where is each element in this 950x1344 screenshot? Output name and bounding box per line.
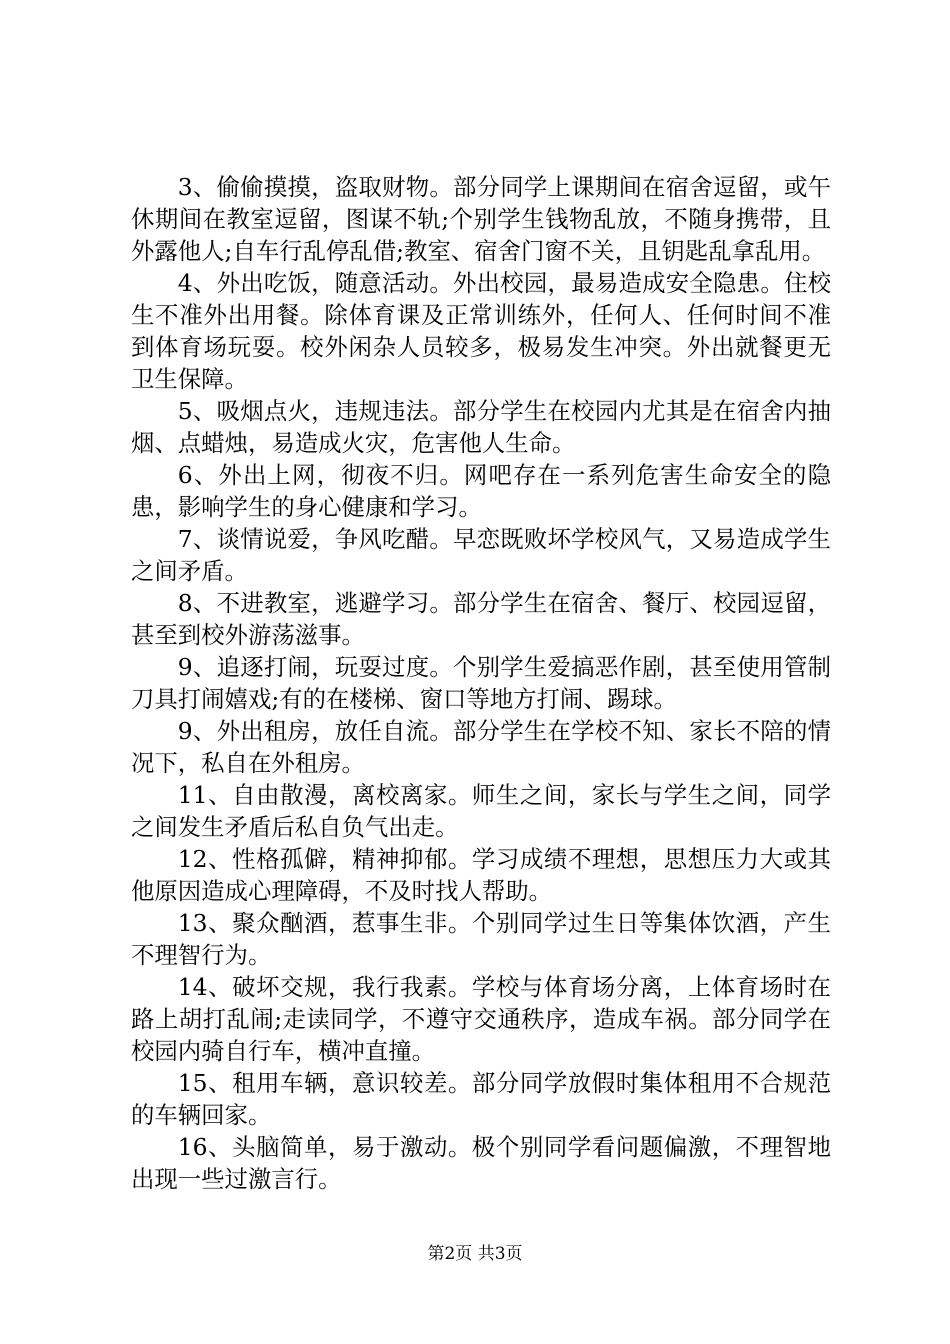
document-body — [131, 171, 831, 1195]
paragraph-item-11: 11、自由散漫，离校离家。师生之间，家长与学生之间，同学之间发生矛盾后私自负气出走。 — [131, 781, 831, 841]
paragraph-item-12: 12、性格孤僻，精神抑郁。学习成绩不理想，思想压力大或其他原因造成心理障碍，不及时找人帮助。 — [131, 845, 831, 905]
paragraph-item-6: 6、外出上网，彻夜不归。网吧存在一系列危害生命安全的隐患，影响学生的身心健康和学习。 — [131, 461, 831, 521]
paragraph-item-16: 16、头脑简单，易于激动。极个别同学看问题偏激，不理智地出现一些过激言行。 — [131, 1133, 831, 1193]
paragraph-item-15: 15、租用车辆，意识较差。部分同学放假时集体租用不合规范的车辆回家。 — [131, 1069, 831, 1129]
paragraph-item-8: 8、不进教室，逃避学习。部分学生在宿舍、餐厅、校园逗留，甚至到校外游荡滋事。 — [131, 589, 831, 649]
paragraph-item-4: 4、外出吃饭，随意活动。外出校园，最易造成安全隐患。住校生不准外出用餐。除体育课及正常训练外，任何人、任何时间不准到体育场玩耍。校外闲杂人员较多，极易发生冲突。外出就餐更无卫生保障。 — [131, 269, 831, 393]
paragraph-item-7: 7、谈情说爱，争风吃醋。早恋既败坏学校风气，又易造成学生之间矛盾。 — [131, 525, 831, 585]
paragraph-item-9b: 9、外出租房，放任自流。部分学生在学校不知、家长不陪的情况下，私自在外租房。 — [131, 717, 831, 777]
page-footer: 第2页 共3页 — [427, 1244, 523, 1264]
paragraph-item-9a: 9、追逐打闹，玩耍过度。个别学生爱搞恶作剧，甚至使用管制刀具打闹嬉戏;有的在楼梯、窗口等地方打闹、踢球。 — [131, 653, 831, 713]
paragraph-item-13: 13、聚众酗酒，惹事生非。个别同学过生日等集体饮酒，产生不理智行为。 — [131, 909, 831, 969]
paragraph-item-5: 5、吸烟点火，违规违法。部分学生在校园内尤其是在宿舍内抽烟、点蜡烛，易造成火灾，危害他人生命。 — [131, 397, 831, 457]
paragraph-item-14: 14、破坏交规，我行我素。学校与体育场分离，上体育场时在路上胡打乱闹;走读同学，不遵守交通秩序，造成车祸。部分同学在校园内骑自行车，横冲直撞。 — [131, 973, 831, 1065]
paragraph-item-3: 3、偷偷摸摸，盗取财物。部分同学上课期间在宿舍逗留，或午休期间在教室逗留，图谋不轨;个别学生钱物乱放，不随身携带，且外露他人;自车行乱停乱借;教室、宿舍门窗不关，且钥匙乱拿乱用。 — [131, 173, 831, 265]
